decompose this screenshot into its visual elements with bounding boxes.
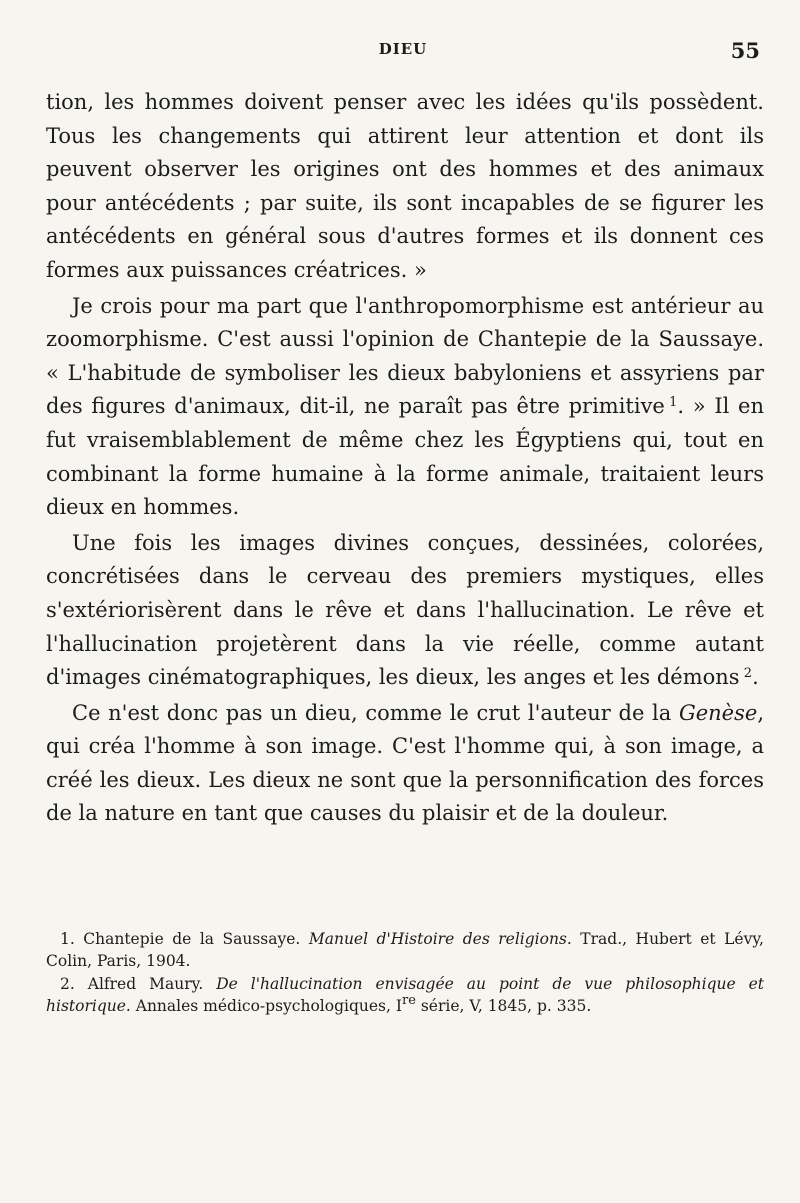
footnote-1-text-b: Trad., Hubert et Lévy, Colin, Paris, 1904. <box>46 930 764 970</box>
footnotes <box>46 928 764 1018</box>
footnote-ref-2: 2 <box>743 666 753 682</box>
paragraph-2-text-b: . » Il en fut vraisemblablement de même chez les Égyptiens qui, tout en combinant la forme humaine à la forme animale, traitaient leurs dieux en hommes. <box>46 394 765 520</box>
paragraph-1-text: tion, les hommes doivent penser avec les idées qu'ils possèdent. Tous les changements qui attirent leur attention et dont ils peuvent observer les origines ont des hommes et des animaux pour antécédents ; par suite, ils sont incapables de se figurer les antécédents en général sous d'autres formes et ils donnent ces formes aux puissances créatrices. » <box>46 90 764 282</box>
paragraph-3 <box>46 527 764 695</box>
paragraph-4 <box>46 697 764 831</box>
page-number: 55 <box>730 38 760 63</box>
footnote-2-text-c: série, V, 1845, p. 335. <box>415 997 592 1015</box>
footnote-2-text-a: 2. Alfred Maury. <box>60 975 217 993</box>
footnote-1 <box>46 928 764 972</box>
paragraph-4-italic: Genèse <box>678 700 758 725</box>
running-title: DIEU <box>378 40 428 58</box>
paragraph-1 <box>46 86 764 288</box>
paragraph-2-text-a: Je crois pour ma part que l'anthropomorphisme est antérieur au zoomorphisme. C'est aussi l'opinion de Chantepie de la Saussaye. « L'habitude de symboliser les dieux babyloniens et assyriens par des figures d'animaux, dit-il, ne paraît pas être primitive <box>46 293 764 419</box>
paragraph-3-text-a: Une fois les images divines conçues, dessinées, colorées, concrétisées dans le cerveau des premiers mystiques, elles s'extériorisèrent dans le rêve et dans l'hallucination. Le rêve et l'hallucination projetèrent dans la vie réelle, comme autant d'images cinématographiques, les dieux, les anges et les démons <box>46 530 764 690</box>
paragraph-3-text-b: . <box>752 665 759 690</box>
footnote-1-italic: Manuel d'Histoire des religions. <box>308 930 572 948</box>
paragraph-4-text-a: Ce n'est donc pas un dieu, comme le crut l'auteur de la <box>72 700 679 725</box>
paragraph-4-text-b: , qui créa l'homme à son image. C'est l'homme qui, à son image, a créé les dieux. Les dieux ne sont que la personnification des forces de la nature en tant que causes du plaisir et de la douleur. <box>46 700 764 826</box>
footnote-2-italic: De l'hallucination envisagée au point de vue philosophique et historique. <box>46 975 765 1015</box>
footnote-1-text-a: 1. Chantepie de la Saussaye. <box>60 930 309 948</box>
footnote-2-text-b: Annales médico-psychologiques, I <box>130 997 402 1015</box>
running-header <box>46 40 760 70</box>
footnote-2-superscript: re <box>401 993 416 1008</box>
paragraph-2 <box>46 290 764 525</box>
body-text <box>46 86 764 831</box>
footnote-2 <box>46 973 764 1017</box>
footnote-ref-1: 1 <box>669 395 678 411</box>
